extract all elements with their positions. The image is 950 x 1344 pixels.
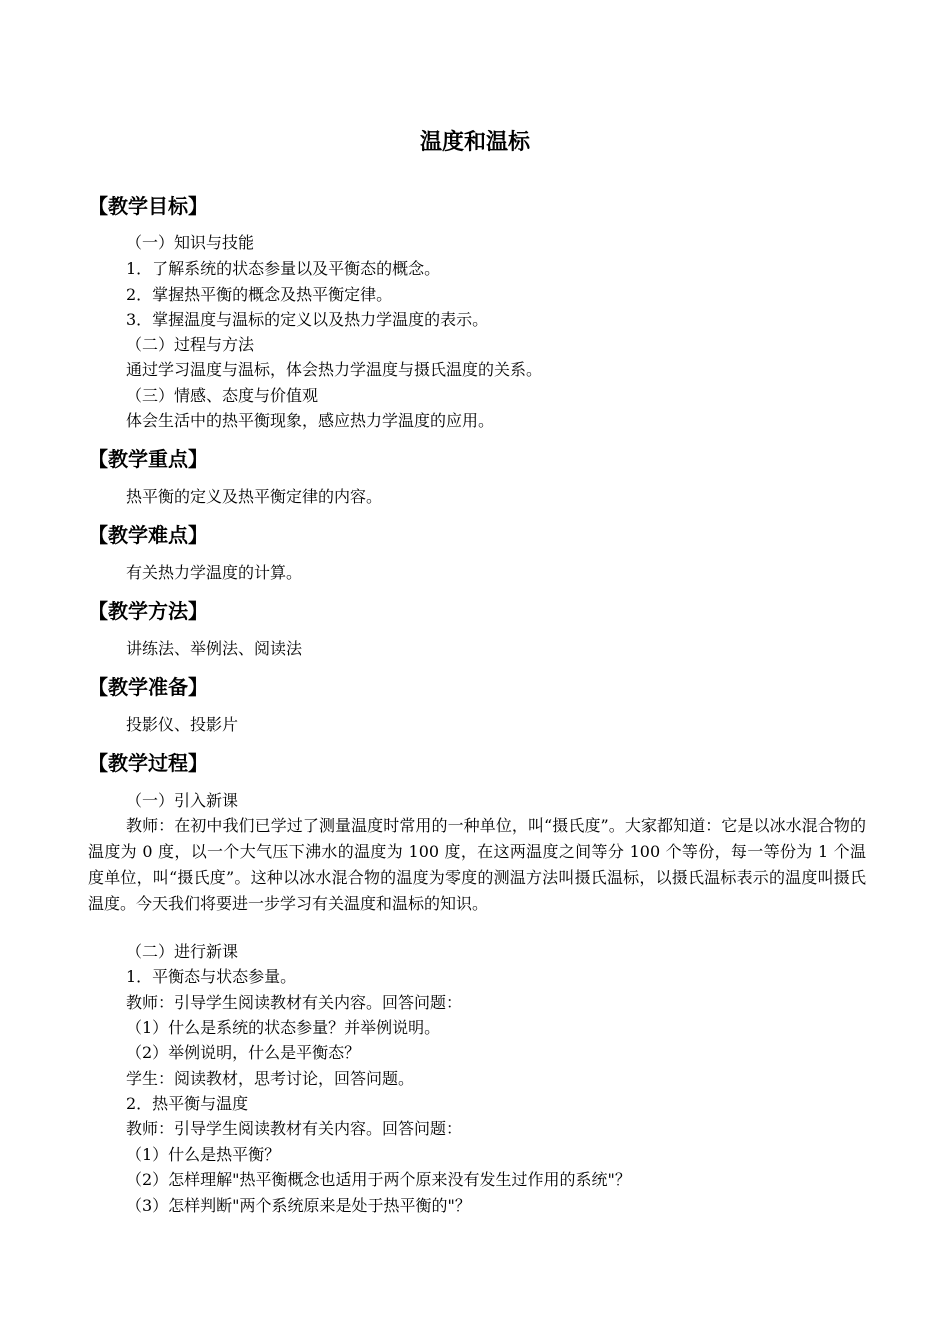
process-point-1-teacher: 教师：引导学生阅读教材有关内容。回答问题： bbox=[126, 993, 463, 1012]
preparation-text: 投影仪、投影片 bbox=[126, 715, 239, 734]
heading-keypoints: 【教学重点】 bbox=[88, 447, 208, 471]
heading-preparation: 【教学准备】 bbox=[88, 675, 208, 699]
process-point-2-question-1: （1）什么是热平衡？ bbox=[126, 1145, 281, 1164]
objectives-values-text: 体会生活中的热平衡现象，感应热力学温度的应用。 bbox=[126, 411, 495, 430]
process-point-2-teacher: 教师：引导学生阅读教材有关内容。回答问题： bbox=[126, 1119, 463, 1138]
process-sub-intro: （一）引入新课 bbox=[126, 791, 239, 810]
objectives-item-3: 3．掌握温度与温标的定义以及热力学温度的表示。 bbox=[126, 310, 489, 329]
objectives-process-text: 通过学习温度与温标，体会热力学温度与摄氏温度的关系。 bbox=[126, 360, 543, 379]
objectives-sub-knowledge: （一）知识与技能 bbox=[126, 233, 255, 252]
process-sub-new: （二）进行新课 bbox=[126, 942, 239, 961]
process-point-1: 1．平衡态与状态参量。 bbox=[126, 967, 297, 986]
process-point-1-question-1: （1）什么是系统的状态参量？并举例说明。 bbox=[126, 1018, 441, 1037]
objectives-item-1: 1．了解系统的状态参量以及平衡态的概念。 bbox=[126, 259, 441, 278]
process-point-2-question-2: （2）怎样理解"热平衡概念也适用于两个原来没有发生过作用的系统"？ bbox=[126, 1170, 631, 1189]
keypoints-text: 热平衡的定义及热平衡定律的内容。 bbox=[126, 487, 383, 506]
methods-text: 讲练法、举例法、阅读法 bbox=[126, 639, 303, 658]
objectives-item-2: 2．掌握热平衡的概念及热平衡定律。 bbox=[126, 285, 393, 304]
objectives-sub-process: （二）过程与方法 bbox=[126, 335, 255, 354]
objectives-sub-values: （三）情感、态度与价值观 bbox=[126, 386, 319, 405]
difficulties-text: 有关热力学温度的计算。 bbox=[126, 563, 303, 582]
heading-difficulties: 【教学难点】 bbox=[88, 523, 208, 547]
process-point-1-question-2: （2）举例说明，什么是平衡态？ bbox=[126, 1043, 361, 1062]
heading-objectives: 【教学目标】 bbox=[88, 194, 208, 218]
heading-process: 【教学过程】 bbox=[88, 751, 208, 775]
process-intro-paragraph: 教师：在初中我们已学过了测量温度时常用的一种单位，叫“摄氏度”。大家都知道：它是以冰水混合物的温度为 0 度，以一个大气压下沸水的温度为 100 度，在这两温度之间等分 100 个等份，每一等份为 1 个温度单位，叫“摄氏度”。这种以冰水混合物的温度为零度的测温方法叫摄氏温标，以摄氏温标表示的温度叫摄氏温度。今天我们将要进一步学习有关温度和温标的知识。 bbox=[88, 816, 866, 913]
process-point-2-question-3: （3）怎样判断"两个系统原来是处于热平衡的"？ bbox=[126, 1196, 471, 1215]
process-point-2: 2．热平衡与温度 bbox=[126, 1094, 249, 1113]
document-title: 温度和温标 bbox=[419, 130, 530, 155]
heading-methods: 【教学方法】 bbox=[88, 599, 208, 623]
process-point-1-student: 学生：阅读教材，思考讨论，回答问题。 bbox=[126, 1069, 415, 1088]
